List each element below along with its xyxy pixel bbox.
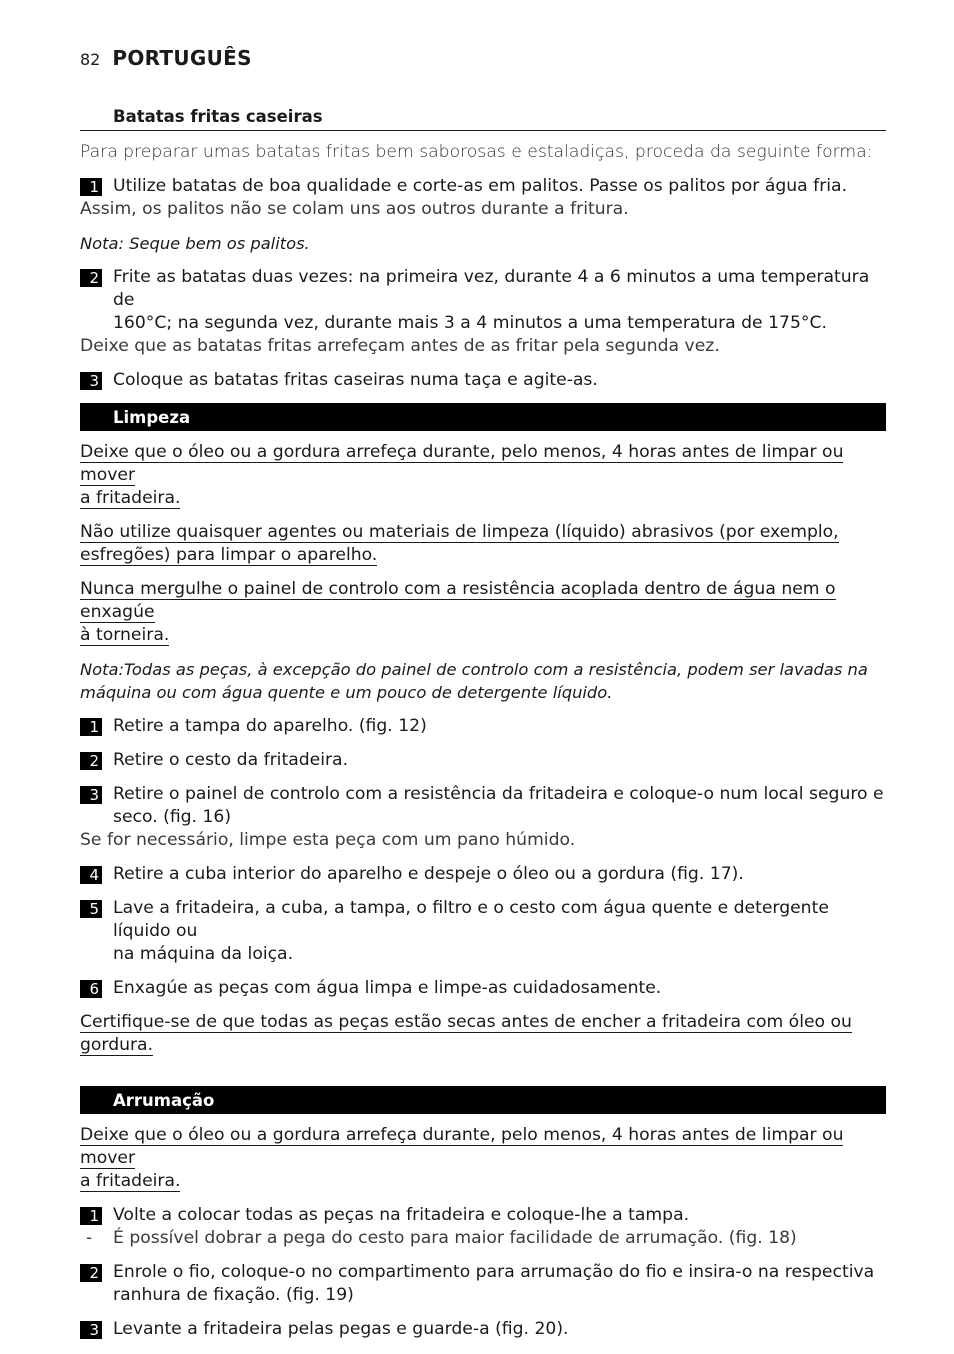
step-number: 1 xyxy=(80,178,102,196)
step-number: 2 xyxy=(80,1264,102,1282)
step-text: Retire a tampa do aparelho. (fig. 12) xyxy=(113,716,427,736)
dash-bullet: - xyxy=(86,1228,93,1248)
page-header xyxy=(80,46,252,70)
step-text: Retire o cesto da fritadeira. xyxy=(113,750,349,770)
step-number: 1 xyxy=(80,718,102,736)
step-text-line-2: 160°C; na segunda vez, durante mais 3 a 4 minutos a uma temperatura de 175°C. xyxy=(113,313,827,333)
step-number: 1 xyxy=(80,1207,102,1225)
warning-text: Certifique-se de que todas as peças estão secas antes de encher a fritadeira com óleo ou gordura. xyxy=(80,1012,852,1055)
fries-step-2 xyxy=(80,266,886,335)
section-heading-fries: Batatas fritas caseiras xyxy=(80,105,886,131)
storage-warning-1 xyxy=(80,1124,886,1193)
fries-step-1-explanation: Assim, os palitos não se colam uns aos outros durante a fritura. xyxy=(80,199,629,219)
cleaning-step-1 xyxy=(80,715,886,738)
step-text: Retire a cuba interior do aparelho e despeje o óleo ou a gordura (fig. 17). xyxy=(113,864,744,884)
step-number: 3 xyxy=(80,1321,102,1339)
cleaning-note xyxy=(80,658,886,704)
step-number: 2 xyxy=(80,752,102,770)
warning-line-1: Deixe que o óleo ou a gordura arrefeça durante, pelo menos, 4 horas antes de limpar ou mover xyxy=(80,442,844,485)
cleaning-step-5 xyxy=(80,897,886,966)
warning-line-1: Não utilize quaisquer agentes ou materiais de limpeza (líquido) abrasivos (por exemplo, xyxy=(80,522,839,542)
step-number: 4 xyxy=(80,866,102,884)
warning-line-1: Nunca mergulhe o painel de controlo com a resistência acoplada dentro de água nem o enxagúe xyxy=(80,579,836,622)
note-line-2: máquina ou com água quente e um pouco de detergente líquido. xyxy=(80,683,613,702)
warning-line-2: esfregões) para limpar o aparelho. xyxy=(80,545,378,565)
note-line-1: Nota:Todas as peças, à excepção do painel de controlo com a resistência, podem ser lavadas na xyxy=(80,660,868,679)
document-body xyxy=(80,105,886,1352)
warning-line-1: Deixe que o óleo ou a gordura arrefeça durante, pelo menos, 4 horas antes de limpar ou mover xyxy=(80,1125,844,1168)
step-text: Volte a colocar todas as peças na fritadeira e coloque-lhe a tampa. xyxy=(113,1205,690,1225)
step-text: Utilize batatas de boa qualidade e corte-as em palitos. Passe os palitos por água fria. xyxy=(113,176,848,196)
step-number: 5 xyxy=(80,900,102,918)
step-number: 3 xyxy=(80,786,102,804)
storage-step-3 xyxy=(80,1318,886,1341)
language-title: PORTUGUÊS xyxy=(112,46,252,70)
warning-line-2: a fritadeira. xyxy=(80,1171,181,1191)
step-text: Enxagúe as peças com água limpa e limpe-as cuidadosamente. xyxy=(113,978,662,998)
fries-step-2-explanation: Deixe que as batatas fritas arrefeçam antes de as fritar pela segunda vez. xyxy=(80,336,720,356)
step-text-line-2: seco. (fig. 16) xyxy=(113,807,232,827)
step-text-line-1: Frite as batatas duas vezes: na primeira vez, durante 4 a 6 minutos a uma temperatura de xyxy=(113,267,870,310)
cleaning-warning-1 xyxy=(80,441,886,510)
step-text: Levante a fritadeira pelas pegas e guarde-a (fig. 20). xyxy=(113,1319,569,1339)
step-number: 2 xyxy=(80,269,102,287)
step-text-line-2: ranhura de fixação. (fig. 19) xyxy=(113,1285,354,1305)
step-text-line-1: Enrole o fio, coloque-o no compartimento para arrumação do fio e insira-o na respectiva xyxy=(113,1262,875,1282)
fries-intro: Para preparar umas batatas fritas bem saborosas e estaladiças, proceda da seguinte forma: xyxy=(80,142,873,162)
fries-note: Nota: Seque bem os palitos. xyxy=(80,234,310,253)
cleaning-step-6 xyxy=(80,977,886,1000)
step-number: 6 xyxy=(80,980,102,998)
cleaning-warning-3 xyxy=(80,578,886,647)
cleaning-warning-2 xyxy=(80,521,886,567)
step-text-line-2: na máquina da loiça. xyxy=(113,944,294,964)
fries-step-3 xyxy=(80,369,886,392)
cleaning-warning-4 xyxy=(80,1011,886,1057)
section-heading-cleaning: Limpeza xyxy=(80,403,886,431)
step-text: Coloque as batatas fritas caseiras numa taça e agite-as. xyxy=(113,370,598,390)
cleaning-step-4 xyxy=(80,863,886,886)
storage-step-2 xyxy=(80,1261,886,1307)
fries-step-1 xyxy=(80,175,886,198)
page-number: 82 xyxy=(80,50,101,69)
step-number: 3 xyxy=(80,372,102,390)
subitem-text: É possível dobrar a pega do cesto para maior facilidade de arrumação. (fig. 18) xyxy=(113,1228,797,1248)
warning-line-2: a fritadeira. xyxy=(80,488,181,508)
cleaning-step-3-explanation: Se for necessário, limpe esta peça com um pano húmido. xyxy=(80,830,576,850)
cleaning-step-3 xyxy=(80,783,886,829)
step-text-line-1: Lave a fritadeira, a cuba, a tampa, o filtro e o cesto com água quente e detergente líquido ou xyxy=(113,898,829,941)
storage-step-1 xyxy=(80,1204,886,1227)
storage-step-1-subitem xyxy=(80,1227,886,1250)
cleaning-step-2 xyxy=(80,749,886,772)
warning-line-2: à torneira. xyxy=(80,625,170,645)
step-text-line-1: Retire o painel de controlo com a resistência da fritadeira e coloque-o num local seguro e xyxy=(113,784,884,804)
section-heading-storage: Arrumação xyxy=(80,1086,886,1114)
